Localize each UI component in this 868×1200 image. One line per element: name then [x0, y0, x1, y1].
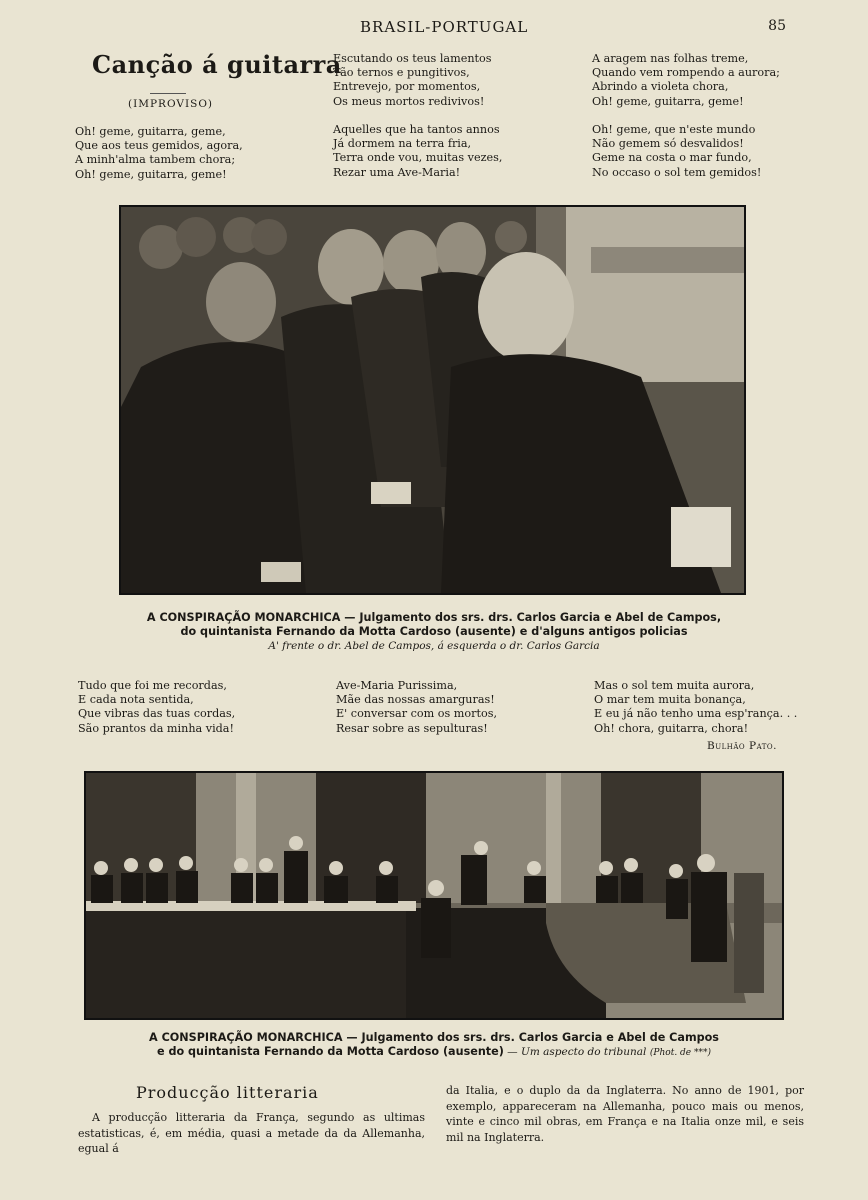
photo2-caption-tail: — Um aspecto do tribunal — [503, 1046, 647, 1058]
stanza-3: Aquelles que ha tantos annos Já dormem na terra fria, Terra onde vou, muitas vezes, Rezar uma Ave-Maria! — [333, 123, 503, 179]
title-rule — [150, 93, 186, 94]
stanza-2: Escutando os teus lamentos Tão ternos e pungitivos, Entrevejo, por momentos, Os meus mortos redivivos! — [333, 52, 492, 108]
photo1-caption-line2: do quintanista Fernando da Motta Cardoso (ausente) e d'alguns antigos policias — [180, 625, 688, 638]
photo2-caption-line2: e do quintanista Fernando da Motta Cardoso (ausente) — [156, 1045, 504, 1058]
tribunal-photo — [84, 771, 784, 1020]
photo1-caption-sub: A' frente o dr. Abel de Campos, á esquerda o dr. Carlos Garcia — [268, 640, 600, 652]
stanza-4: A aragem nas folhas treme, Quando vem rompendo a aurora; Abrindo a violeta chora, Oh! geme, guitarra, geme! — [592, 52, 780, 108]
article-title: Producção litteraria — [136, 1083, 319, 1102]
stanza-1: Oh! geme, guitarra, geme, Que aos teus gemidos, agora, A minh'alma tambem chora; Oh! geme, guitarra, geme! — [75, 125, 243, 181]
poem-title: Canção á guitarra — [92, 50, 342, 79]
photo1-caption-line1: A CONSPIRAÇÃO MONARCHICA — Julgamento dos srs. drs. Carlos Garcia e Abel de Campos, — [146, 611, 722, 624]
poem-author: Bulhão Pato. — [707, 740, 777, 752]
stanza-5: Oh! geme, que n'este mundo Não gemem só desvalidos! Geme na costa o mar fundo, No occaso o sol tem gemidos! — [592, 123, 762, 179]
running-title: BRASIL-PORTUGAL — [360, 18, 529, 36]
photo2-caption-line1: A CONSPIRAÇÃO MONARCHICA — Julgamento dos srs. drs. Carlos Garcia e Abel de Campos — [149, 1031, 719, 1044]
photo2-caption-line2-row — [0, 1045, 868, 1058]
photo-defendants-illustration — [121, 207, 744, 593]
article-column-2: da Italia, e o duplo da da Inglaterra. No anno de 1901, por exemplo, appareceram na Allemanha, pouco mais ou menos, vinte e cinco mil obras, em França e na Italia onze mil, e seis mil na Inglaterra. — [446, 1084, 804, 1144]
stanza-8: Mas o sol tem muita aurora, O mar tem muita bonança, E eu já não tenho uma esp'rança. . . Oh! chora, guitarra, chora! — [594, 679, 798, 735]
poem-subtitle: (IMPROVISO) — [128, 98, 214, 110]
stanza-6: Tudo que foi me recordas, E cada nota sentida, Que vibras das tuas cordas, São prantos da minha vida! — [78, 679, 236, 735]
trial-defendants-photo — [119, 205, 746, 595]
stanza-7: Ave-Maria Purissima, Mãe das nossas amarguras! E' conversar com os mortos, Resar sobre as sepulturas! — [336, 679, 498, 735]
photo-credit: (Phot. de ***) — [649, 1048, 712, 1058]
article-column-1: A producção litteraria da França, segundo as ultimas estatisticas, é, em média, quasi a metade da da Allemanha, egual á — [78, 1111, 425, 1155]
page-number: 85 — [768, 18, 786, 34]
photo-tribunal-illustration — [86, 773, 782, 1018]
